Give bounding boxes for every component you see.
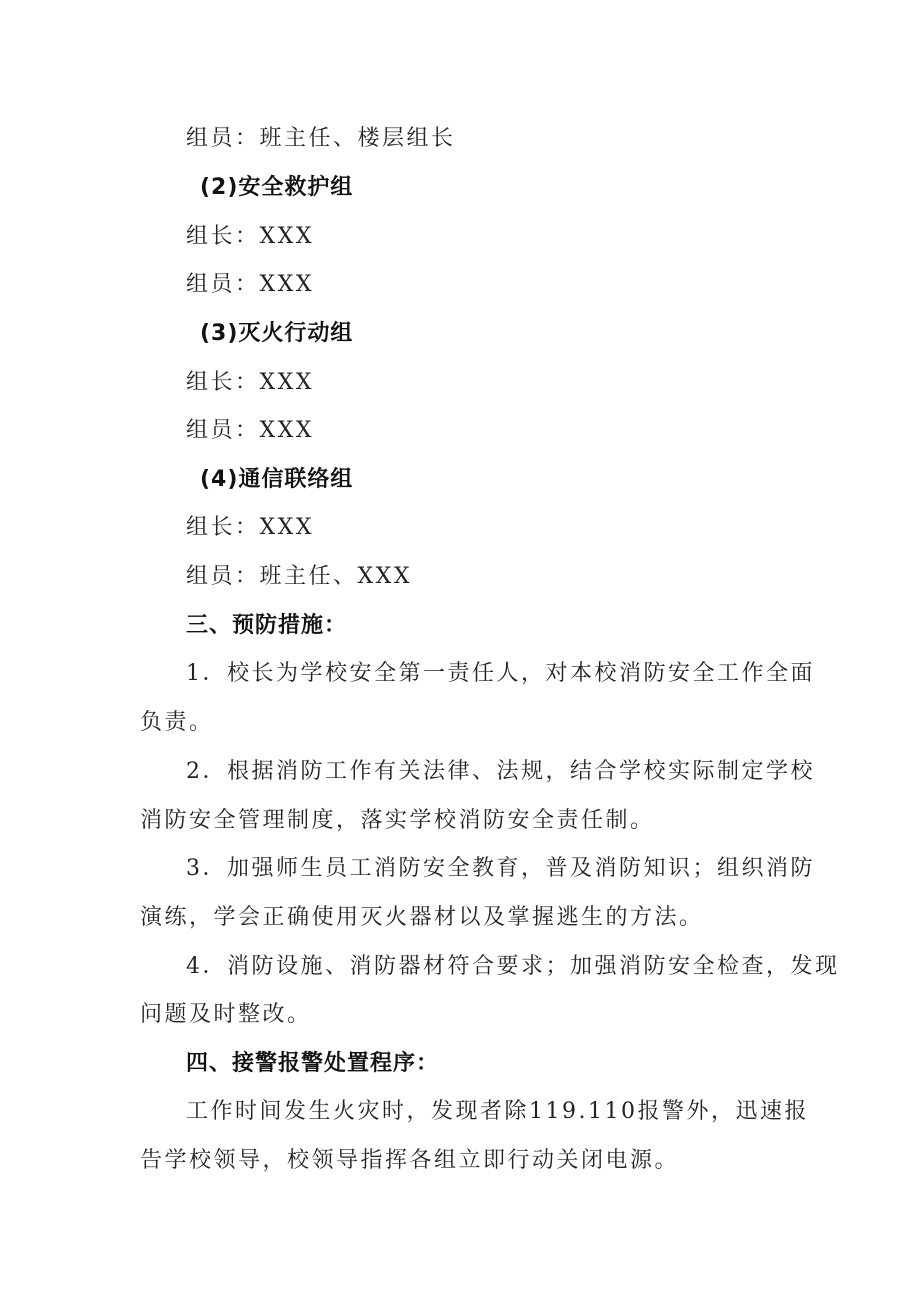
group4-title: (4)通信联络组 xyxy=(200,467,354,492)
measure-4-line1: 4．消防设施、消防器材符合要求；加强消防安全检查，发现 xyxy=(186,954,840,979)
section4-heading: 四、接警报警处置程序： xyxy=(186,1051,440,1076)
section4-line2: 告学校领导，校领导指挥各组立即行动关闭电源。 xyxy=(140,1148,680,1173)
group1-members: 组员：班主任、楼层组长 xyxy=(186,126,456,151)
measure-2-line2: 消防安全管理制度，落实学校消防安全责任制。 xyxy=(140,808,655,833)
measure-2-line1: 2．根据消防工作有关法律、法规，结合学校实际制定学校 xyxy=(186,759,815,784)
measure-3-line1: 3．加强师生员工消防安全教育，普及消防知识；组织消防 xyxy=(186,856,815,881)
group4-leader: 组长：XXX xyxy=(186,515,314,540)
measure-1-line1: 1．校长为学校安全第一责任人，对本校消防安全工作全面 xyxy=(186,661,815,686)
group3-leader: 组长：XXX xyxy=(186,370,314,395)
group2-members: 组员：XXX xyxy=(186,272,314,297)
group2-title: (2)安全救护组 xyxy=(200,175,354,200)
section4-line1: 工作时间发生火灾时，发现者除119.110报警外，迅速报 xyxy=(186,1099,809,1124)
group3-title: (3)灭火行动组 xyxy=(200,321,354,346)
group4-members: 组员：班主任、XXX xyxy=(186,564,412,589)
group3-members: 组员：XXX xyxy=(186,418,314,443)
measure-4-line2: 问题及时整改。 xyxy=(140,1002,312,1027)
section3-heading: 三、预防措施： xyxy=(186,613,348,638)
measure-1-line2: 负责。 xyxy=(140,710,214,735)
measure-3-line2: 演练，学会正确使用灭火器材以及掌握逃生的方法。 xyxy=(140,905,704,930)
group2-leader: 组长：XXX xyxy=(186,224,314,249)
